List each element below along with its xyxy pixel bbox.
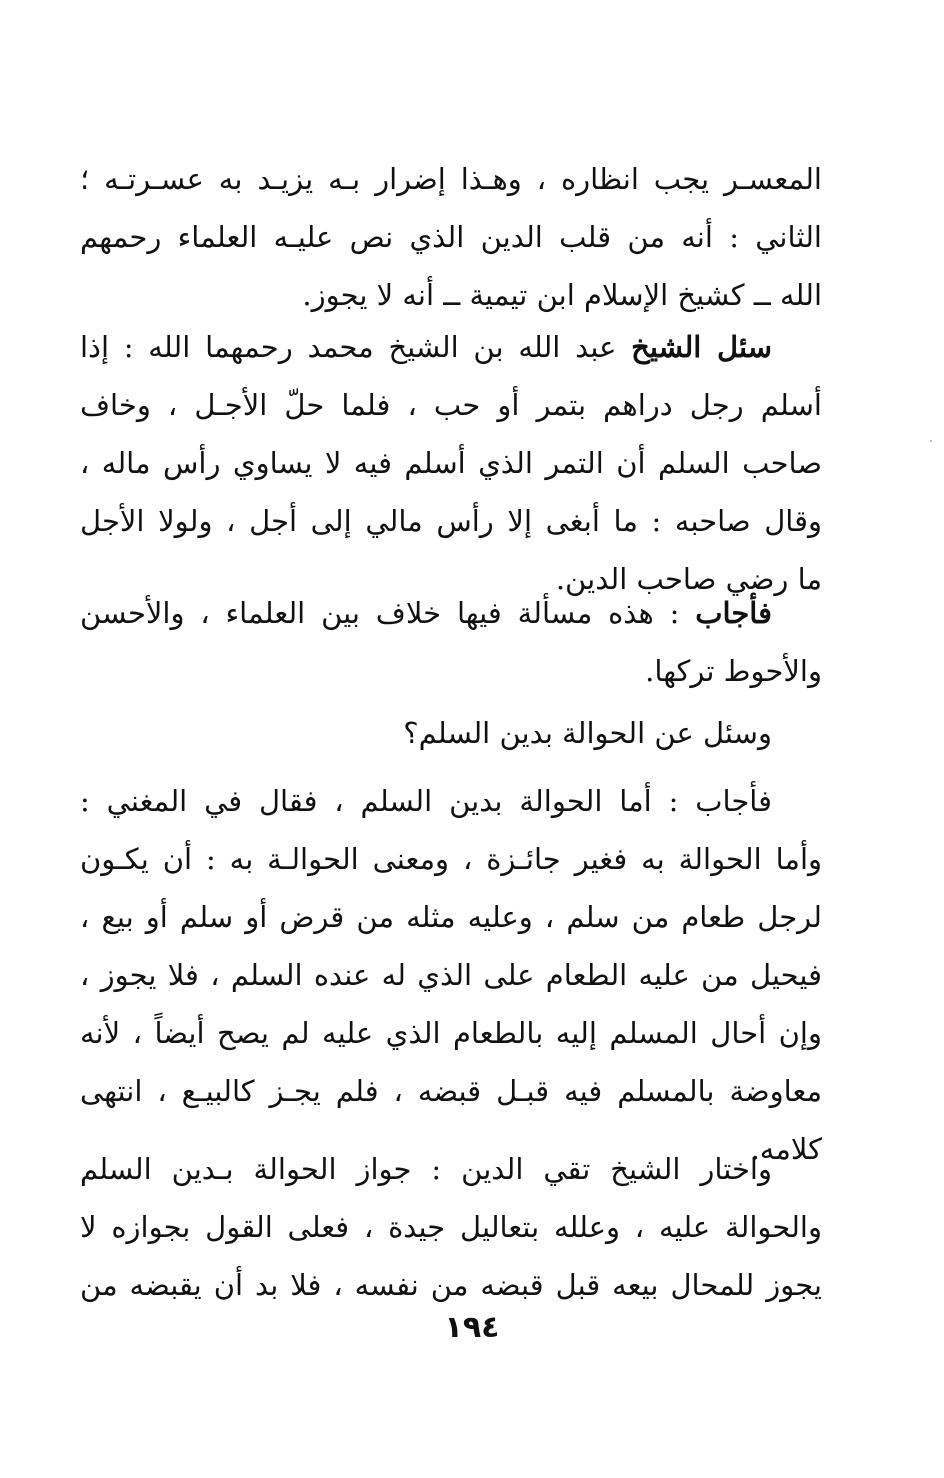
text-line: والحوالة عليه ، وعلله بتعاليل جيدة ، فعلى القول بجوازه لا bbox=[80, 1210, 822, 1244]
text-line: ما رضي صاحب الدين. bbox=[555, 562, 822, 596]
answer-lead: فأجاب bbox=[695, 596, 772, 630]
text-line: الله ــ كشيخ الإسلام ابن تيمية ــ أنه لا يجوز. bbox=[302, 278, 822, 312]
text-line: والأحوط تركها. bbox=[645, 654, 822, 688]
text-line: الثاني : أنه من قلب الدين الذي نص عليـه العلماء رحمهم bbox=[80, 220, 822, 254]
text-line bbox=[80, 584, 822, 642]
text-line: فيحيل من عليه الطعام على الذي له عنده السلم ، فلا يجوز ، bbox=[80, 958, 822, 992]
text-line: وإن أحال المسلم إليه بالطعام الذي عليه لم يصح أيضاً ، لأنه bbox=[80, 1016, 822, 1050]
paragraph-continuation bbox=[80, 150, 822, 324]
page-number: ١٩٤ bbox=[444, 1310, 500, 1345]
paragraph-taqi-aldin bbox=[80, 1140, 822, 1314]
text-line: يجوز للمحال بيعه قبل قبضه من نفسه ، فلا بد أن يقبضه من bbox=[80, 1268, 822, 1302]
margin-speck bbox=[930, 440, 932, 442]
text-line: واختار الشيخ تقي الدين : جواز الحوالة بـدين السلم bbox=[80, 1152, 772, 1186]
text-line: أسلم رجل دراهم بتمر أو حب ، فلما حلّ الأجـل ، وخاف bbox=[80, 388, 822, 422]
text-line: لرجل طعام من سلم ، وعليه مثله من قرض أو سلم أو بيع ، bbox=[80, 900, 822, 934]
text-line: وأما الحوالة به فغير جائـزة ، ومعنى الحوالـة به : أن يكـون bbox=[80, 842, 822, 876]
paragraph-question-hawala bbox=[80, 704, 822, 762]
text-line: معاوضة بالمسلم فيه قبـل قبضه ، فلم يجـز كالبيـع ، انتهى bbox=[80, 1074, 822, 1108]
text-line: المعسـر يجب انظاره ، وهـذا إضرار بـه يزيـد به عسـرتـه ؛ bbox=[80, 162, 822, 196]
text-line-rest: : هذه مسألة فيها خلاف بين العلماء ، والأحسن bbox=[80, 596, 696, 630]
text-line: فأجاب : أما الحوالة بدين السلم ، فقال في المغني : bbox=[80, 784, 772, 818]
question-lead: سئل الشيخ bbox=[631, 330, 772, 364]
text-line: وسئل عن الحوالة بدين السلم؟ bbox=[403, 716, 772, 750]
text-line-rest: عبد الله بن الشيخ محمد رحمهما الله : إذا bbox=[80, 330, 632, 364]
paragraph-answer-hawala bbox=[80, 772, 822, 1178]
paragraph-answer bbox=[80, 584, 822, 700]
text-line: وقال صاحبه : ما أبغى إلا رأس مالي إلى أجل ، ولولا الأجل bbox=[80, 504, 822, 538]
paragraph-question-abdullah bbox=[80, 318, 822, 608]
text-line: صاحب السلم أن التمر الذي أسلم فيه لا يساوي رأس ماله ، bbox=[80, 446, 822, 480]
text-line: كلامه. bbox=[750, 1132, 822, 1166]
text-line bbox=[80, 318, 822, 376]
